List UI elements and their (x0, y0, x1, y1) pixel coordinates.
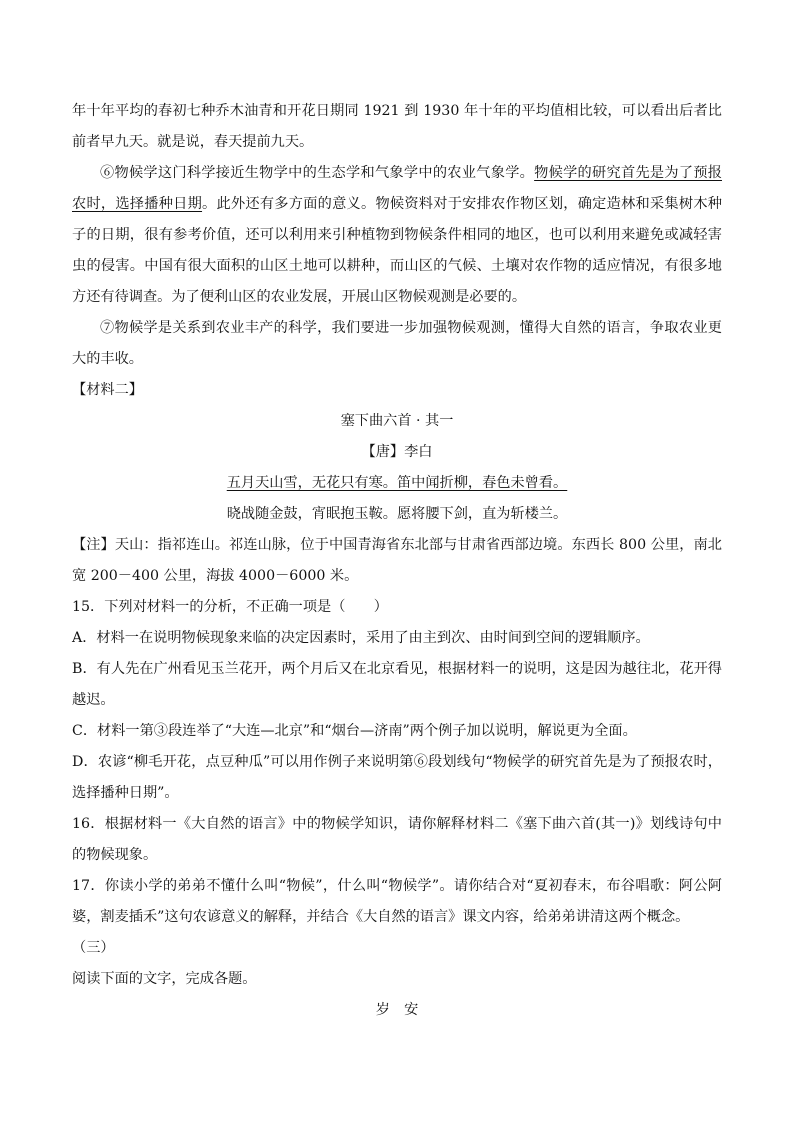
question-15: 15．下列对材料一的分析，不正确一项是（ ） (72, 599, 388, 615)
question-15-option-b: B．有人先在广州看见玉兰花开，两个月后又在北京看见，根据材料一的说明，这是因为越往北，花开得越迟。 (72, 661, 722, 708)
para6-lead: ⑥物候学这门科学接近生物学中的生态学和气象学中的农业气象学。 (100, 165, 535, 181)
poem-note: 【注】天山：指祁连山。祁连山脉，位于中国青海省东北部与甘肃省西部边境。东西长 800 公里，南北宽 200－400 公里，海拔 4000－6000 米。 (72, 537, 722, 584)
material1-para6 (72, 158, 722, 313)
question-17: 17．你读小学的弟弟不懂什么叫“物候”，什么叫“物候学”。请你结合对“夏初春末，布谷唱歌：阿公阿婆，割麦插禾”这句农谚意义的解释，并结合《大自然的语言》课文内容，给弟弟讲清这两个概念。 (72, 878, 722, 925)
poem-line-1-underlined: 五月天山雪，无花只有寒。笛中闻折柳，春色未曾看。 (226, 475, 568, 491)
para6-rest: 。此外还有多方面的意义。物候资料对于安排农作物区划，确定造林和采集树木种子的日期，很有参考价值，还可以利用来引种植物到物候条件相同的地区，也可以利用来避免或减轻害虫的侵害。中国有很大面积的山区土地可以耕种，而山区的气候、土壤对农作物的适应情况，有很多地方还有待调查。为了便利山区的农业发展，开展山区物候观测是必要的。 (72, 196, 722, 305)
question-16: 16．根据材料一《大自然的语言》中的物候学知识，请你解释材料二《塞下曲六首(其一)》划线诗句中的物候现象。 (72, 816, 722, 863)
question-15-option-a: A．材料一在说明物候现象来临的决定因素时，采用了由主到次、由时间到空间的逻辑顺序。 (72, 630, 650, 646)
material1-para5-continued: 年十年平均的春初七种乔木油青和开花日期同 1921 到 1930 年十年的平均值相比较，可以看出后者比前者早九天。就是说，春天提前九天。 (72, 103, 722, 150)
poem-author: 【唐】李白 (361, 444, 433, 460)
poem-title: 塞下曲六首 · 其一 (340, 413, 454, 429)
document-page (72, 96, 722, 1026)
section-3-instruction: 阅读下面的文字，完成各题。 (72, 971, 257, 987)
question-15-option-d: D．农谚“柳毛开花，点豆种瓜”可以用作例子来说明第⑥段划线句“物候学的研究首先是为了预报农时，选择播种日期”。 (72, 754, 722, 801)
section-3-heading: （三） (72, 940, 115, 956)
poem-line-1 (72, 468, 722, 499)
poem-line-2: 晓战随金鼓，宵眠抱玉鞍。愿将腰下剑，直为斩楼兰。 (226, 506, 568, 522)
para6-underlined-sentence: 物候学的研究首先是为了预报农时，选择播种日期 (72, 165, 722, 212)
material2-label: 【材料二】 (72, 382, 143, 398)
article-title: 岁 安 (375, 1002, 419, 1018)
question-15-option-c: C．材料一第③段连举了“大连—北京”和“烟台—济南”两个例子加以说明，解说更为全面。 (72, 723, 637, 739)
material1-para7: ⑦物候学是关系到农业丰产的科学，我们要进一步加强物候观测，懂得大自然的语言，争取农业更大的丰收。 (72, 320, 722, 367)
